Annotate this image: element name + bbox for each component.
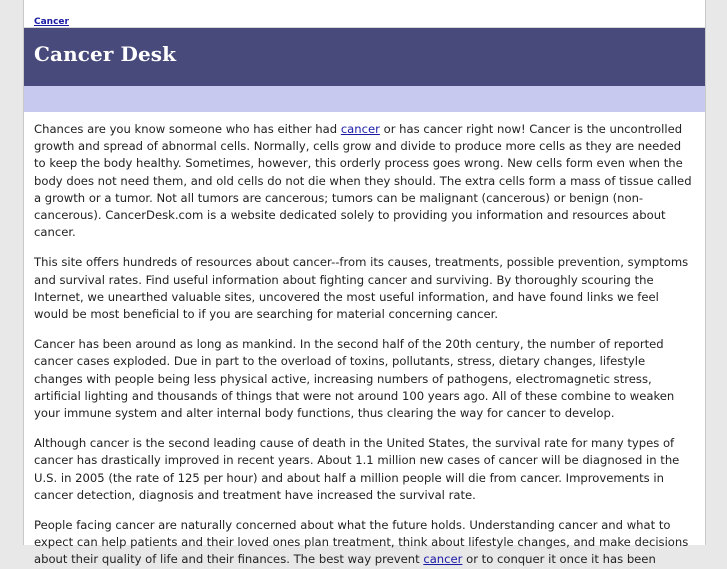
top-nav-bar (24, 0, 705, 28)
cancer-inline-link-2[interactable]: cancer (423, 552, 463, 567)
paragraph-resources: This site offers hundreds of resources about cancer--from its causes, treatments, possible prevention, symptoms and survival rates. Find useful information about fighting cancer and surviving. By thoroughly scouring the Internet, we unearthed valuable sites, uncovered the most useful information, and have found links we feel would be most beneficial to if you are searching for material concerning cancer. (34, 255, 689, 322)
paragraph-future-text-b: or to conquer it once it has been (462, 552, 656, 567)
cancer-home-link[interactable]: Cancer (34, 17, 69, 27)
paragraph-future (34, 517, 695, 569)
cancer-inline-link[interactable]: cancer (340, 122, 380, 136)
paragraph-future-text-a: People facing cancer are naturally concerned about what the future holds. Understanding cancer and what to expect can help patients and their loved ones plan treatment, think about lifestyle changes, and make decisions about their quality of life and their finances. The best way prevent (34, 518, 689, 567)
article-content (24, 112, 705, 569)
paragraph-statistics: Although cancer is the second leading cause of death in the United States, the survival rate for many types of cancer has drastically improved in recent years. About 1.1 million new cases of cancer will be diagnosed in the U.S. in 2005 (the rate of 125 per hour) and about half a million people will die from cancer. Improvements in cancer detection, diagnosis and treatment have increased the survival rate. (34, 436, 680, 502)
paragraph-intro-text-b: or has cancer right now! Cancer is the uncontrolled growth and spread of abnormal cells. Normally, cells grow and divide to produce more cells as they are needed to keep the body healthy. Sometimes, however, this orderly process goes wrong. New cells form even when the body does not need them, and old cells do not die when they should. The extra cells form a mass of tissue called a growth or a tumor. Not all tumors are cancerous; tumors can be malignant (cancerous) or benign (non-cancerous). CancerDesk.com is a website dedicated solely to providing you information and resources about cancer. (34, 122, 692, 240)
paragraph-intro (34, 121, 695, 241)
page-frame (23, 0, 706, 567)
site-title: Cancer Desk (34, 42, 177, 66)
header-subbar (24, 86, 705, 112)
site-header (24, 28, 705, 86)
paragraph-intro-text-a: Chances are you know someone who has either had (34, 122, 341, 136)
paragraph-history: Cancer has been around as long as mankind. In the second half of the 20th century, the number of reported cancer cases exploded. Due in part to the overload of toxins, pollutants, stress, dietary changes, lifestyle changes with people being less physical active, increasing numbers of pathogens, electromagnetic stress, artificial lighting and thousands of things that were not around 100 years ago. All of these combine to weaken your immune system and alter internal body functions, thus clearing the way for cancer to develop. (34, 337, 675, 421)
